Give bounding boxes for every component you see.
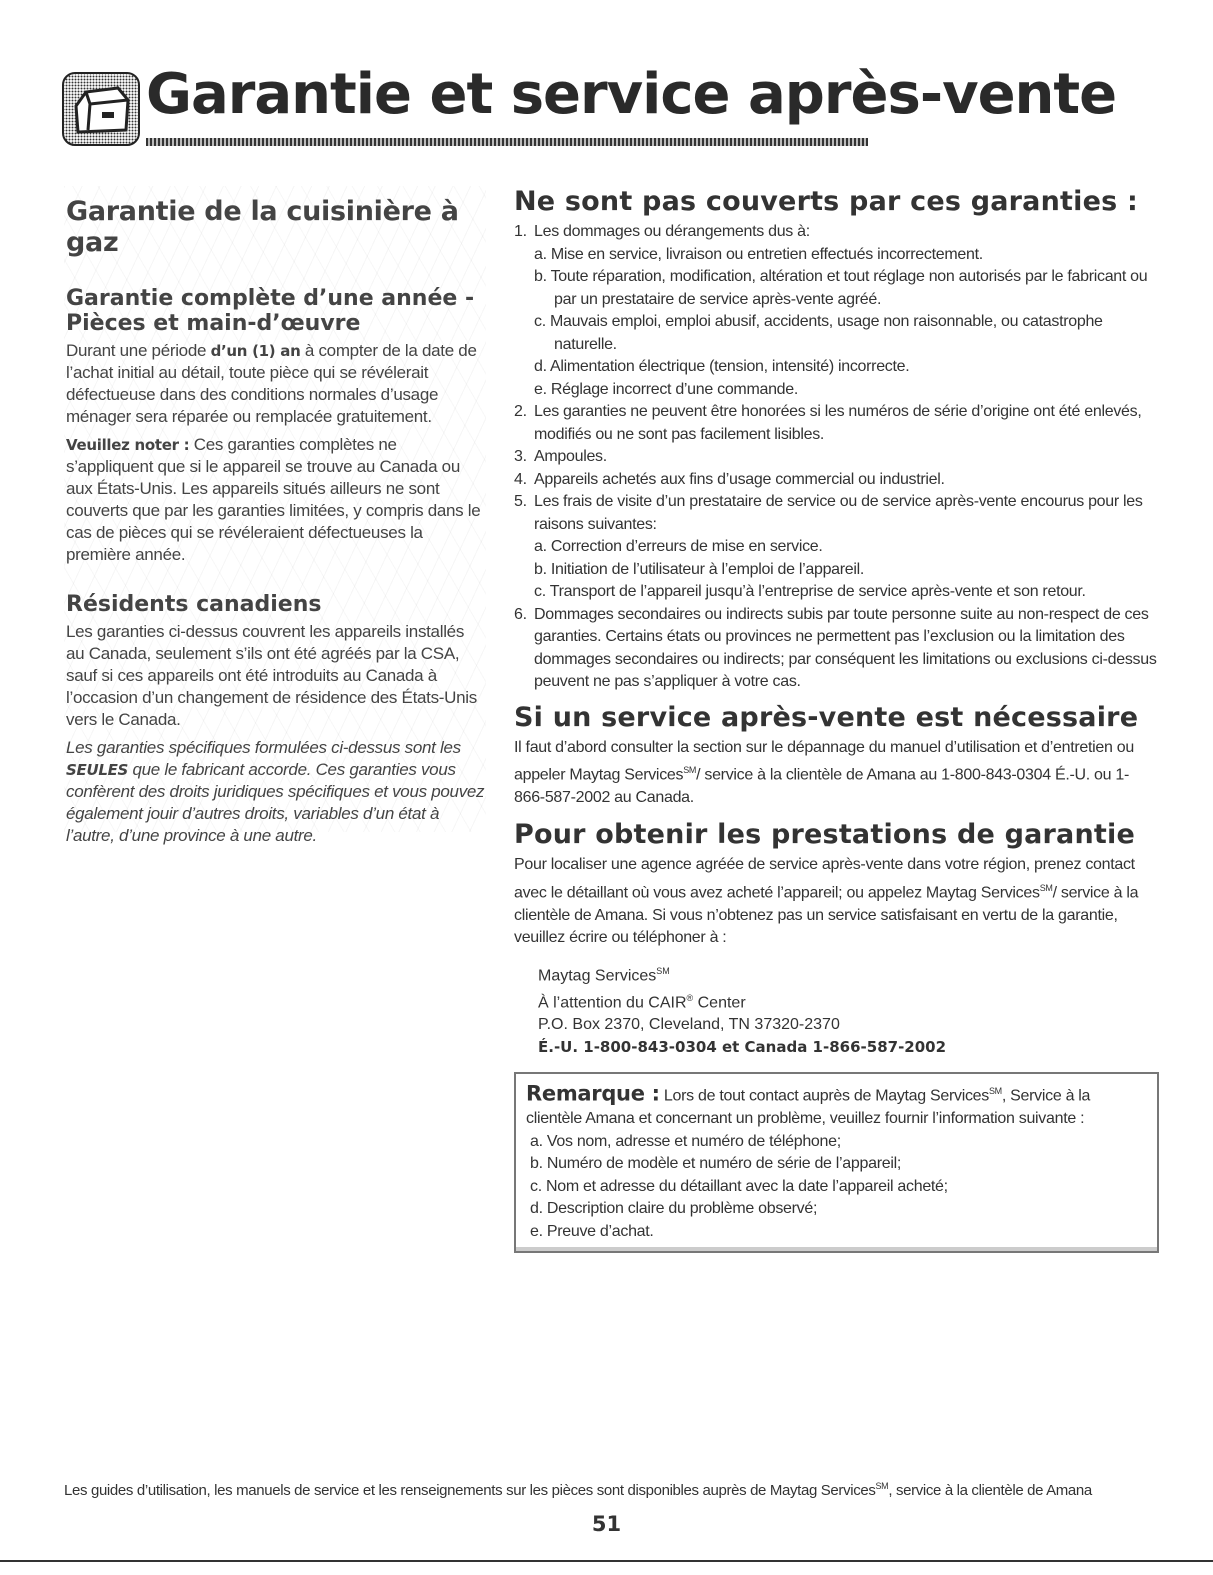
remark-item: d. Description claire du problème observé; (530, 1200, 818, 1218)
sub-item: d. Alimentation électrique (tension, intensité) incorrecte. (534, 358, 910, 375)
remark-item: e. Preuve d’achat. (530, 1222, 654, 1240)
sub-item: b. Toute réparation, modification, altération et tout réglage non autorisés par le fabricant ou par un prestataire de service après-vente agréé. (534, 268, 1148, 308)
item-number: 2. (514, 403, 527, 420)
text: , service à la clientèle de Amana (888, 1482, 1092, 1499)
text: Maytag Services (538, 966, 657, 984)
item-text: Les garanties ne peuvent être honorées si les numéros de série d’origine ont été enlevés, modifiés ou ne sont pas facilement lisibles. (534, 403, 1142, 443)
list-item (514, 604, 1159, 694)
title-rule (146, 138, 868, 146)
legal-paragraph (66, 737, 486, 847)
page-title: Garantie et service après-vente (146, 62, 1117, 127)
text: / service à la clientèle de Amana. Si vous n’obtenez pas un service satisfaisant en vertu de la garantie, veuillez écrire ou téléphoner à : (514, 884, 1139, 947)
item-text: Les dommages ou dérangements dus à: (534, 223, 810, 240)
service-mark: SM (683, 765, 697, 775)
bold-text: d’un (1) an (210, 342, 301, 360)
warranty-service-paragraph (514, 854, 1159, 949)
list-item (514, 221, 1159, 401)
text: Lors de tout contact auprès de Maytag Services (659, 1087, 989, 1105)
page-header (62, 62, 1117, 158)
list-item (514, 491, 1159, 604)
address-line (538, 960, 1159, 987)
text: Les garanties spécifiques formulées ci-dessus sont les (66, 738, 461, 757)
sub-item: c. Transport de l’appareil jusqu’à l’entreprise de service après-vente et son retour. (534, 583, 1086, 600)
registered-mark: ® (686, 992, 694, 1003)
text: Center (693, 994, 746, 1012)
exclusions-title: Ne sont pas couverts par ces garanties : (514, 186, 1138, 217)
footer-note (64, 1481, 1154, 1499)
item-number: 4. (514, 470, 527, 488)
item-text: Dommages secondaires ou indirects subis par toute personne suite au non-respect de ces garanties. Certains états ou provinces ne permettent pas l’exclusion ou la limitation des dommages secondaires ou indirects; par conséquent les limitations ou exclusions ci-dessus peuvent ne pas s’appliquer à votre cas. (534, 605, 1157, 690)
remark-item: b. Numéro de modèle et numéro de série de l’appareil; (530, 1155, 901, 1173)
service-mark: SM (1039, 882, 1053, 893)
note-paragraph (66, 434, 486, 566)
item-number: 1. (514, 223, 527, 240)
item-text: Appareils achetés aux fins d’usage commercial ou industriel. (534, 470, 945, 488)
text: À l’attention du CAIR (538, 994, 687, 1012)
remark-item: a. Vos nom, adresse et numéro de téléphone; (530, 1132, 841, 1150)
mailing-address (538, 960, 1159, 1059)
toolbox-icon (62, 72, 140, 146)
list-item (514, 401, 1159, 446)
address-line (538, 987, 1159, 1014)
full-warranty-heading: Garantie complète d’une année - Pièces et main-d’œuvre (66, 286, 475, 336)
note-label: Veuillez noter : (66, 436, 190, 454)
item-text: Les frais de visite d’un prestataire de service ou de service après-vente encourus pour les raisons suivantes: (534, 493, 1143, 533)
service-mark: SM (988, 1086, 1002, 1097)
exclusions-list (514, 221, 1159, 694)
text: Il faut d’abord consulter la section sur le dépannage du manuel d’utilisation et d’entretien ou appeler Maytag Services (514, 738, 1134, 784)
remark-label: Remarque : (526, 1081, 660, 1106)
exclusions-column (514, 186, 1159, 1253)
bottom-divider (0, 1560, 1213, 1562)
item-text: Ampoules. (534, 448, 607, 465)
address-line: P.O. Box 2370, Cleveland, TN 37320-2370 (538, 1016, 840, 1034)
text: / service à la clientèle de Amana au 1-800-843-0304 É.-U. ou 1-866-587-2002 au Canada. (514, 766, 1130, 806)
text: Ces garanties complètes ne s’appliquent que si le appareil se trouve au Canada ou aux États-Unis. Les appareils situés ailleurs ne sont couverts que par les garanties limitées, y compris dans le cas de pièces qui se révéleraient défectueuses la première année. (66, 435, 481, 564)
item-number: 3. (514, 448, 527, 465)
sub-item: c. Mauvais emploi, emploi abusif, accidents, usage non raisonnable, ou catastrophe naturelle. (534, 313, 1103, 353)
list-item (514, 446, 1159, 469)
sub-item: b. Initiation de l’utilisateur à l’emploi de l’appareil. (534, 560, 865, 578)
canadian-paragraph: Les garanties ci-dessus couvrent les appareils installés au Canada, seulement s’ils ont été agréés par la CSA, sauf si ces appareils ont été introduits au Canada à l’occasion d’un changement de résidence des États-Unis vers le Canada. (66, 622, 477, 729)
remark-box (514, 1072, 1159, 1253)
sub-item: a. Correction d’erreurs de mise en service. (534, 538, 823, 555)
service-mark: SM (875, 1481, 889, 1491)
page-number: 51 (591, 1512, 622, 1536)
warranty-panel (64, 186, 486, 845)
text: que le fabricant accorde. Ces garanties vous confèrent des droits juridiques spécifiques et vous pouvez également jouir d’autres droits, variables d’un état à l’autre, d’une province à une autre. (66, 760, 485, 845)
service-mark: SM (656, 965, 670, 976)
text: Les guides d’utilisation, les manuels de service et les renseignements sur les pièces sont disponibles auprès de Maytag Services (64, 1482, 876, 1499)
service-paragraph (514, 737, 1159, 810)
remark-paragraph (526, 1080, 1145, 1130)
warranty-paragraph (66, 340, 486, 428)
phone-numbers: É.-U. 1-800-843-0304 et Canada 1-866-587-2002 (538, 1038, 947, 1057)
sub-item: a. Mise en service, livraison ou entretien effectués incorrectement. (534, 245, 983, 263)
service-title: Si un service après-vente est nécessaire (514, 701, 1139, 733)
text: Durant une période (66, 341, 211, 360)
warranty-service-title: Pour obtenir les prestations de garantie (514, 819, 1135, 851)
text: Pour localiser une agence agréée de service après-vente dans votre région, prenez contact avec le détaillant où vous avez acheté l’appareil; ou appelez Maytag Services (514, 856, 1135, 902)
text: à compter de la date de l’achat initial au détail, toute pièce qui se révélerait défectueuse dans des conditions normales d’usage ménager sera réparée ou remplacée gratuitement. (66, 341, 477, 426)
canadian-residents-heading: Résidents canadiens (66, 592, 322, 617)
text: , Service à la clientèle Amana et concernant un problème, veuillez fournir l’information suivante : (526, 1087, 1091, 1128)
warranty-title: Garantie de la cuisinière à gaz (66, 196, 459, 258)
list-item (514, 469, 1159, 492)
sub-item: e. Réglage incorrect d’une commande. (534, 380, 799, 398)
item-number: 5. (514, 493, 527, 510)
remark-item: c. Nom et adresse du détaillant avec la date l’appareil acheté; (530, 1177, 948, 1195)
bold-text: SEULES (66, 761, 129, 779)
item-number: 6. (514, 605, 527, 623)
